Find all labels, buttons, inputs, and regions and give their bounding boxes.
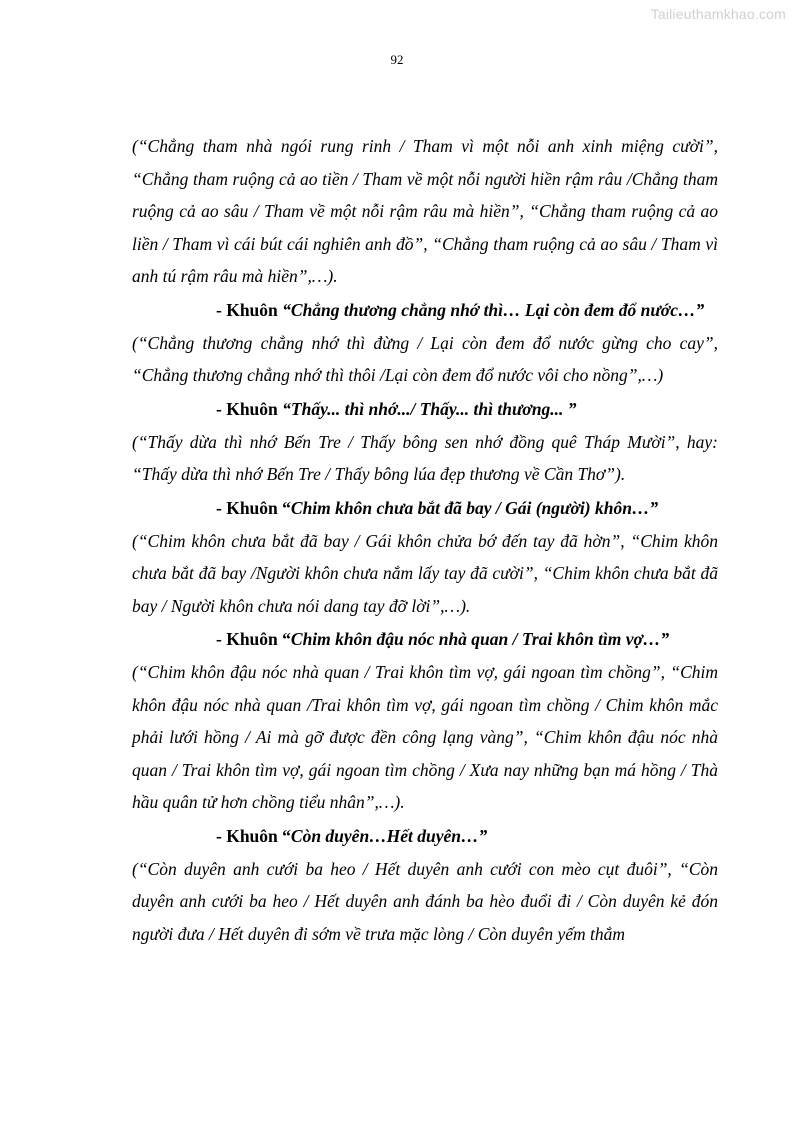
watermark: Tailieuthamkhao.com (650, 6, 786, 22)
heading-prefix: - Khuôn (216, 299, 283, 320)
paragraph: (“Chim khôn chưa bắt đã bay / Gái khôn chửa bớ đến tay đã hờn”, “Chim khôn chưa bắt đã bay /Người khôn chưa nắm lấy tay đã cười”, “Chim khôn chưa bắt đã bay / Người khôn chưa nói dang tay đỡ lời”,…). (132, 530, 718, 616)
heading-label: Chim khôn đậu nóc nhà quan / Trai khôn tìm vợ…” (290, 629, 670, 649)
section-heading (132, 622, 718, 656)
heading-prefix: - Khuôn “ (216, 497, 291, 518)
heading-prefix: - Khuôn “ (216, 629, 291, 649)
paragraph: (“Thấy dừa thì nhớ Bến Tre / Thấy bông sen nhớ đồng quê Tháp Mười”, hay: “Thấy dừa thì nhớ Bến Tre / Thấy bông lúa đẹp thương về Cần Thơ”). (132, 431, 718, 484)
heading-prefix: - Khuôn “ (216, 825, 291, 846)
document-body (132, 130, 718, 950)
heading-label: Còn duyên…Hết duyên…” (290, 825, 488, 846)
section-heading (132, 392, 718, 426)
heading-label: “Thấy... thì nhớ.../ Thấy... thì thương... ” (282, 398, 577, 419)
section-heading (132, 491, 718, 525)
paragraph: (“Chim khôn đậu nóc nhà quan / Trai khôn tìm vợ, gái ngoan tìm chồng”, “Chim khôn đậu nóc nhà quan /Trai khôn tìm vợ, gái ngoan tìm chồng / Chim khôn mắc phải lưới hồng / Ai mà gỡ được đền công lạng vàng”, “Chim khôn đậu nóc nhà quan / Trai khôn tìm vợ, gái ngoan tìm chồng / Xưa nay những bạn má hồng / Thà hầu quân tử hơn chồng tiểu nhân”,…). (132, 662, 718, 812)
section-heading (132, 293, 718, 327)
page-number: 92 (390, 52, 404, 67)
heading-prefix: - Khuôn (216, 398, 283, 419)
paragraph: (“Còn duyên anh cưới ba heo / Hết duyên anh cưới con mèo cụt đuôi”, “Còn duyên anh cưới ba heo / Hết duyên anh đánh ba hèo đuổi đi / Còn duyên kẻ đón người đưa / Hết duyên đi sớm về trưa mặc lòng / Còn duyên yếm thắm (132, 858, 718, 944)
paragraph: (“Chẳng thương chẳng nhớ thì đừng / Lại còn đem đổ nước gừng cho cay”, “Chẳng thương chẳng nhớ thì thôi /Lại còn đem đổ nước vôi cho nồng”,…) (132, 332, 718, 385)
heading-label: “Chẳng thương chẳng nhớ thì… Lại còn đem đổ nước…” (282, 299, 705, 320)
paragraph: (“Chẳng tham nhà ngói rung rinh / Tham vì một nỗi anh xinh miệng cười”, “Chẳng tham ruộng cả ao tiền / Tham về một nỗi người hiền rậm râu /Chẳng tham ruộng cả ao sâu / Tham về một nỗi rậm râu mà hiền”, “Chẳng tham ruộng cả ao liền / Tham vì cái bút cái nghiên anh đồ”, “Chẳng tham ruộng cả ao sâu / Tham vì anh tú rậm râu mà hiền”,…). (132, 136, 718, 286)
heading-label: Chim khôn chưa bắt đã bay / Gái (người) khôn…” (290, 497, 659, 518)
section-heading (132, 819, 718, 853)
